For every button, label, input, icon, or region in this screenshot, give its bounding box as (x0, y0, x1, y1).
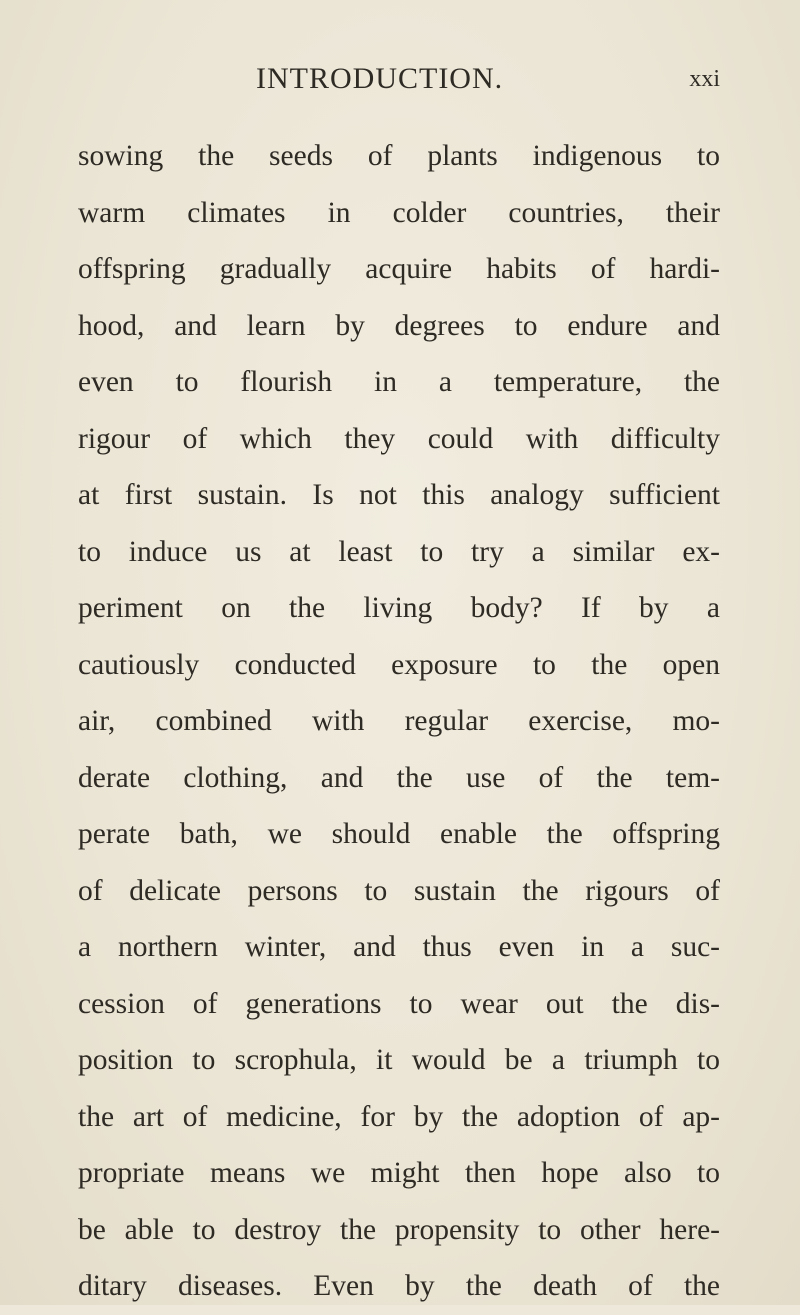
running-head (78, 62, 720, 102)
text-line: position to scrophula, it would be a triumph to (78, 1044, 720, 1076)
text-line: ditary diseases. Even by the death of the (78, 1270, 720, 1302)
text-line: be able to destroy the propensity to other here- (78, 1213, 720, 1246)
text-line: air, combined with regular exercise, mo- (78, 705, 720, 737)
text-line: derate clothing, and the use of the tem- (78, 761, 720, 794)
text-line: warm climates in colder countries, their (78, 196, 720, 229)
text-line: periment on the living body? If by a (78, 592, 720, 624)
page-number: xxi (689, 66, 720, 92)
text-line: hood, and learn by degrees to endure and (78, 309, 720, 342)
text-line: rigour of which they could with difficulty (78, 422, 720, 455)
text-line: cautiously conducted exposure to the open (78, 648, 720, 681)
body-text (78, 128, 720, 1315)
text-line: a northern winter, and thus even in a suc- (78, 931, 720, 963)
running-head-title: INTRODUCTION. (256, 62, 504, 95)
text-line: propriate means we might then hope also to (78, 1157, 720, 1189)
text-line: sowing the seeds of plants indigenous to (78, 140, 720, 172)
text-line: cession of generations to wear out the dis- (78, 987, 720, 1020)
text-line: perate bath, we should enable the offspring (78, 818, 720, 850)
text-line: the art of medicine, for by the adoption of ap- (78, 1100, 720, 1133)
text-line: offspring gradually acquire habits of hardi- (78, 253, 720, 285)
text-line: of delicate persons to sustain the rigours of (78, 874, 720, 907)
text-line: to induce us at least to try a similar ex- (78, 535, 720, 568)
text-line: even to flourish in a temperature, the (78, 366, 720, 398)
text-line: at first sustain. Is not this analogy sufficient (78, 479, 720, 511)
